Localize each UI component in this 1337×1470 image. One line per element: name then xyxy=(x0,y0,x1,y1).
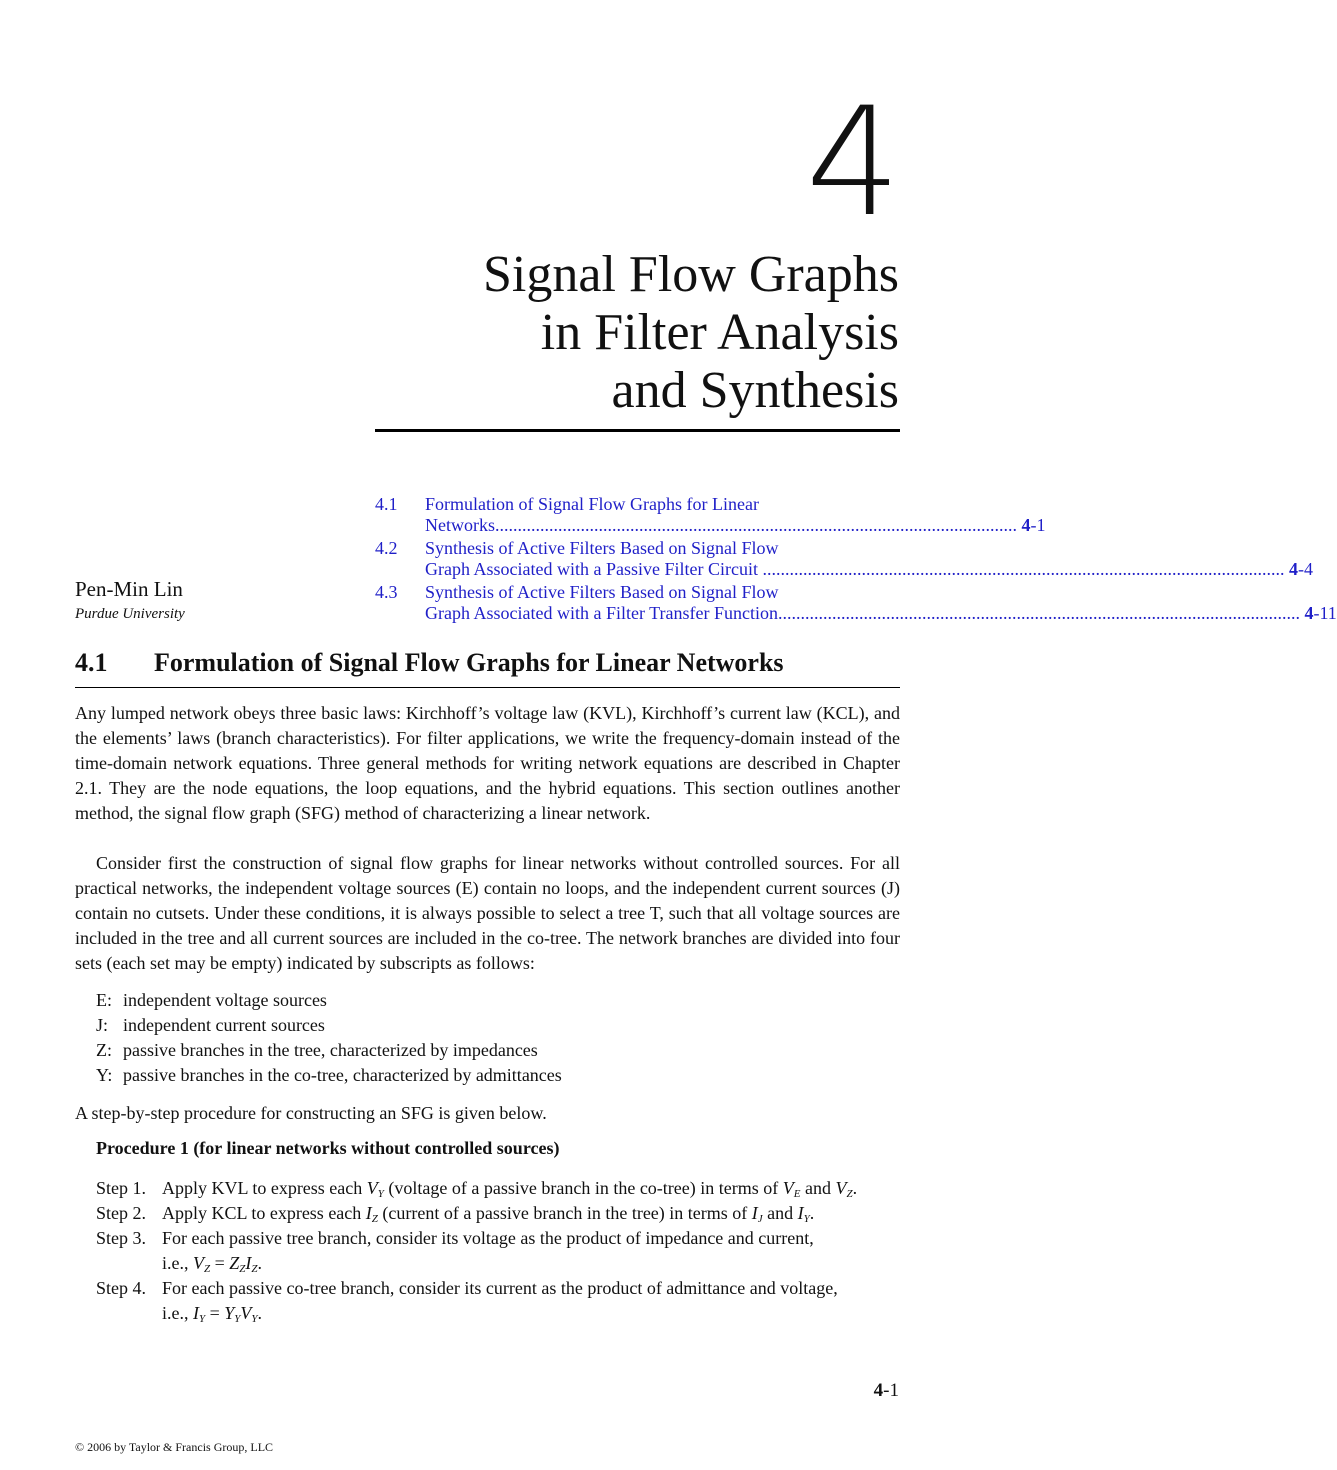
author-affiliation: Purdue University xyxy=(75,606,185,622)
step-text: . xyxy=(257,1303,263,1323)
step-label: Step 2. xyxy=(96,1203,147,1223)
step-text: Apply KVL to express each xyxy=(162,1178,367,1198)
math-var: I xyxy=(193,1303,199,1323)
step-2 xyxy=(96,1201,900,1226)
step-4 xyxy=(96,1276,900,1326)
step-text: For each passive tree branch, consider its voltage as the product of impedance and current, xyxy=(162,1228,814,1248)
math-sub: Z xyxy=(251,1263,258,1275)
step-text: i.e., xyxy=(162,1303,193,1323)
definition-key: Z: xyxy=(96,1040,112,1060)
toc-title-line1[interactable]: Formulation of Signal Flow Graphs for Linear xyxy=(425,494,759,514)
definition-text: passive branches in the tree, characterized by impedances xyxy=(123,1040,538,1060)
step-label: Step 1. xyxy=(96,1178,147,1198)
toc-page-ref[interactable]: 4-4 xyxy=(1288,559,1313,579)
math-sub: Z xyxy=(204,1263,211,1275)
definition-text: passive branches in the co-tree, characterized by admittances xyxy=(123,1065,562,1085)
title-rule xyxy=(375,429,900,432)
toc-entry-4-2[interactable] xyxy=(375,538,1313,582)
procedure-steps xyxy=(96,1176,900,1326)
list-item xyxy=(96,1013,562,1038)
math-var: V xyxy=(835,1178,847,1198)
definition-key: Y: xyxy=(96,1065,113,1085)
toc-title-line2[interactable] xyxy=(425,559,1313,580)
toc-number: 4.2 xyxy=(375,538,398,558)
math-sub: Y xyxy=(803,1213,810,1225)
math-sub: Y xyxy=(199,1313,206,1325)
chapter-title-line: Signal Flow Graphs xyxy=(483,246,899,303)
step-text: For each passive co-tree branch, consider its current as the product of admittance and voltage, xyxy=(162,1278,838,1298)
math-var: Y xyxy=(224,1303,235,1323)
math-op: = xyxy=(205,1303,225,1323)
math-var: V xyxy=(240,1303,252,1323)
list-item xyxy=(96,1038,562,1063)
toc-page-ref[interactable]: 4-11 xyxy=(1304,603,1337,623)
step-text: . xyxy=(852,1178,858,1198)
step-text: and xyxy=(762,1203,798,1223)
math-var: I xyxy=(365,1203,372,1223)
math-sub: Y xyxy=(377,1188,384,1200)
toc-entry-4-3[interactable] xyxy=(375,582,1337,626)
math-var: V xyxy=(193,1253,204,1273)
toc-title-cont: Graph Associated with a Filter Transfer Function xyxy=(425,603,778,623)
paragraph-2-text: Consider first the construction of signal flow graphs for linear networks without controlled sources. For all practical networks, the independent voltage sources (E) contain no loops, and the independent current sources (J) contain no cutsets. Under these conditions, it is always possible to select a tree T, such that all voltage sources are included in the tree and all current sources are included in the co-tree. The network branches are divided into four sets (each set may be empty) indicated by subscripts as follows: xyxy=(75,853,900,973)
chapter-number: 4 xyxy=(805,76,899,250)
toc-title-cont: Graph Associated with a Passive Filter Circuit xyxy=(425,559,758,579)
math-sub: Y xyxy=(234,1313,241,1325)
list-item xyxy=(96,1063,562,1088)
math-sub: Z xyxy=(846,1188,853,1200)
step-text: i.e., xyxy=(162,1253,193,1273)
toc-title-line2[interactable] xyxy=(425,515,1046,536)
chapter-title xyxy=(483,246,899,420)
section-number: 4.1 xyxy=(75,648,108,677)
definition-text: independent current sources xyxy=(123,1015,325,1035)
step-text: and xyxy=(800,1178,836,1198)
toc-title-line1[interactable]: Synthesis of Active Filters Based on Signal Flow xyxy=(425,582,779,602)
step-text: . xyxy=(257,1253,263,1273)
section-rule xyxy=(75,687,900,688)
definition-text: independent voltage sources xyxy=(123,990,327,1010)
step-3 xyxy=(96,1226,900,1276)
procedure-title: Procedure 1 (for linear networks without controlled sources) xyxy=(96,1138,560,1158)
math-var: I xyxy=(797,1203,804,1223)
math-var: I xyxy=(245,1253,252,1273)
definition-list xyxy=(96,988,562,1088)
list-item xyxy=(96,988,562,1013)
math-var: Z xyxy=(229,1253,240,1273)
step-label: Step 4. xyxy=(96,1278,147,1298)
math-var: V xyxy=(366,1178,378,1198)
toc-number: 4.1 xyxy=(375,494,398,514)
math-sub: J xyxy=(757,1213,763,1225)
toc-dot-leader: .................................................................................................................... xyxy=(777,603,1300,623)
toc-title-cont: Networks xyxy=(425,515,495,535)
toc-entry-4-1[interactable] xyxy=(375,494,1046,538)
math-var: V xyxy=(782,1178,794,1198)
definition-key: E: xyxy=(96,990,112,1010)
math-sub: Y xyxy=(251,1313,258,1325)
math-var: I xyxy=(751,1203,758,1223)
definition-key: J: xyxy=(96,1015,109,1035)
math-sub: E xyxy=(793,1188,801,1200)
chapter-title-line: in Filter Analysis xyxy=(540,304,899,361)
toc-dot-leader: .................................................................................................................... xyxy=(757,559,1285,579)
step-text: (voltage of a passive branch in the co-tree) in terms of xyxy=(383,1178,783,1198)
toc-title-line2[interactable] xyxy=(425,603,1337,624)
step-text: . xyxy=(809,1203,815,1223)
step-label: Step 3. xyxy=(96,1228,147,1248)
toc-title-line1[interactable]: Synthesis of Active Filters Based on Signal Flow xyxy=(425,538,779,558)
paragraph-1: Any lumped network obeys three basic laws: Kirchhoff’s voltage law (KVL), Kirchhoff’s current law (KCL), and the elements’ laws (branch characteristics). For filter applications, we write the frequency-domain instead of the time-domain network equations. Three general methods for writing network equations are described in Chapter 2.1. They are the node equations, the loop equations, and the hybrid equations. This section outlines another method, the signal flow graph (SFG) method of characterizing a linear network. xyxy=(75,703,900,823)
section-title: Formulation of Signal Flow Graphs for Linear Networks xyxy=(154,648,784,677)
step-1 xyxy=(96,1176,900,1201)
section-heading xyxy=(75,648,784,678)
toc-number: 4.3 xyxy=(375,582,398,602)
step-text: (current of a passive branch in the tree) in terms of xyxy=(377,1203,752,1223)
step-text: Apply KCL to express each xyxy=(162,1203,366,1223)
math-op: = xyxy=(210,1253,230,1273)
math-sub: Z xyxy=(239,1263,246,1275)
chapter-title-line: and Synthesis xyxy=(611,362,899,419)
page-number: 4-1 xyxy=(873,1380,899,1401)
toc-dot-leader: .................................................................................................................... xyxy=(495,515,1017,535)
paragraph-2 xyxy=(75,851,900,976)
toc-page-ref[interactable]: 4-1 xyxy=(1021,515,1046,535)
procedure-intro: A step-by-step procedure for constructing an SFG is given below. xyxy=(75,1103,547,1123)
math-sub: Z xyxy=(371,1213,378,1225)
author-name: Pen-Min Lin xyxy=(75,577,183,601)
copyright-notice: © 2006 by Taylor & Francis Group, LLC xyxy=(75,1440,274,1454)
